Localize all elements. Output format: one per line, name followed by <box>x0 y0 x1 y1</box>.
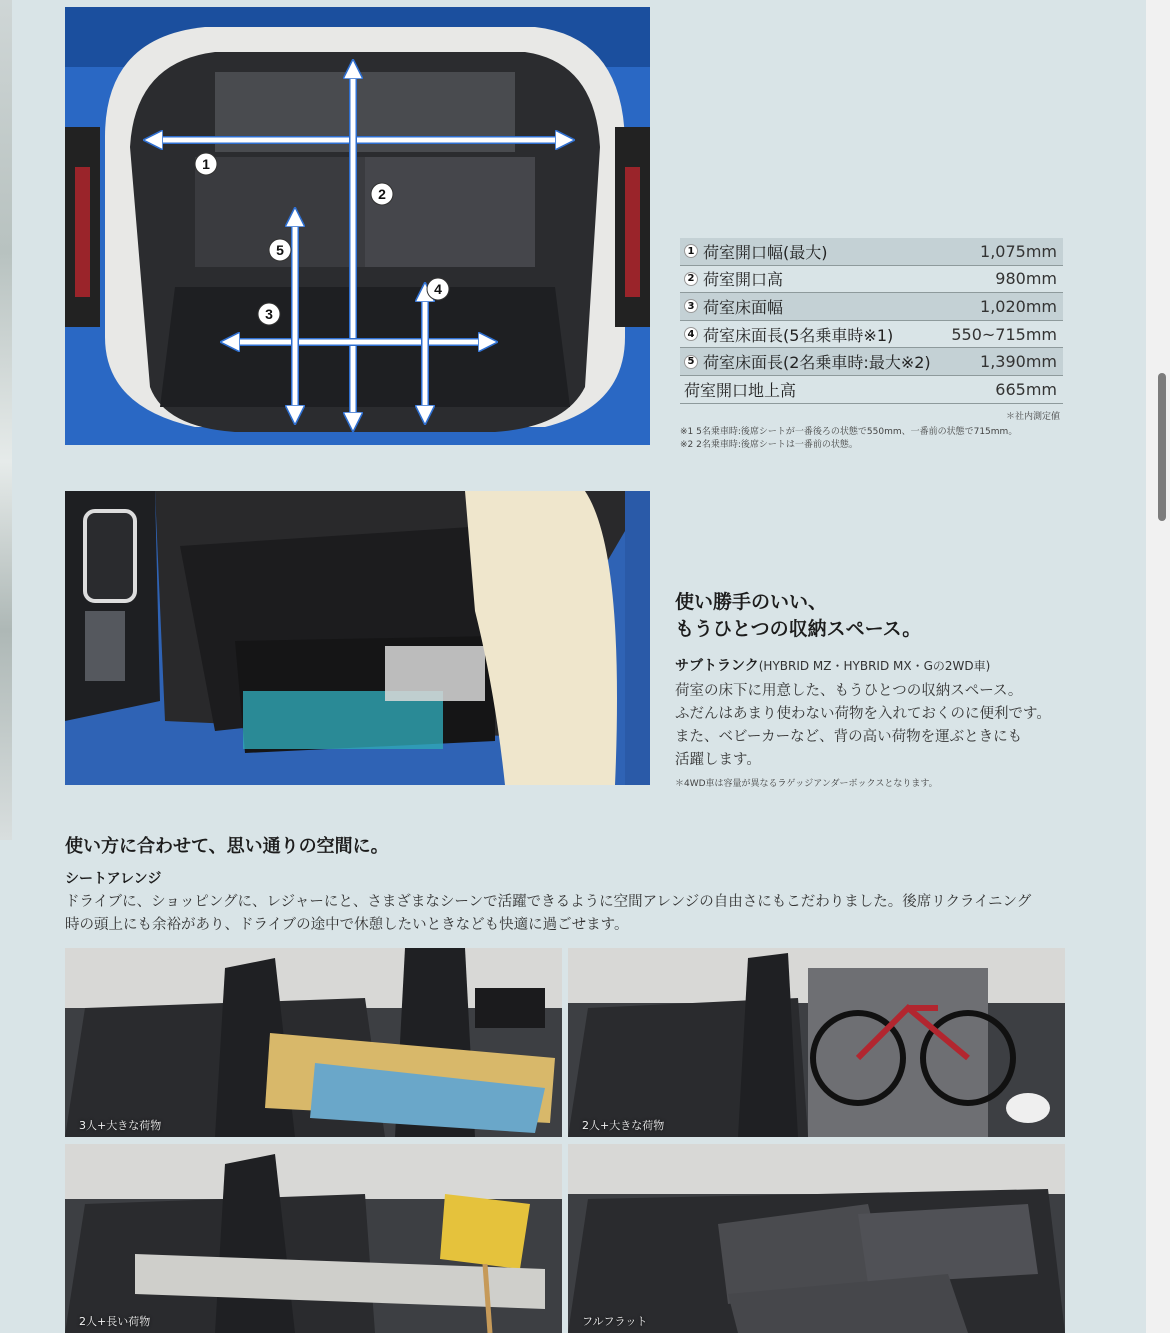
body-line: ドライブに、ショッピングに、レジャーにと、さまざまなシーンで活躍できるように空間アレンジの自由さにもこだわりました。後席リクライニング <box>65 894 1032 910</box>
arrange-caption: 2人+大きな荷物 <box>582 1119 665 1132</box>
trunk-illustration <box>65 7 650 445</box>
spec-label: 荷室床面長(5名乗車時※1) <box>703 325 894 345</box>
spec-row <box>680 266 1063 294</box>
sub-trunk-note: ＊4WD車は容量が異なるラゲッジアンダーボックスとなります。 <box>675 779 938 789</box>
seat-arrange-heading: 使い方に合わせて、思い通りの空間に。 <box>65 836 389 857</box>
body-line: 時の頭上にも余裕があり、ドライブの途中で休憩したいときなども快適に過ごせます。 <box>65 917 629 933</box>
spec-row <box>680 348 1063 376</box>
trunk-dimension-photo <box>65 7 650 445</box>
sub-trunk-heading-line2: もうひとつの収納スペース。 <box>675 618 922 640</box>
body-line: また、ベビーカーなど、背の高い荷物を運ぶときにも <box>675 729 1023 745</box>
seat-arrange-title: シートアレンジ <box>65 871 162 887</box>
scrollbar-thumb[interactable] <box>1158 373 1166 521</box>
body-line: 荷室の床下に用意した、もうひとつの収納スペース。 <box>675 683 1023 699</box>
spec-value: 550~715mm <box>951 324 1057 344</box>
spec-row <box>680 293 1063 321</box>
spec-label: 荷室床面幅 <box>703 297 784 317</box>
sub-trunk-photo <box>65 491 650 785</box>
spec-row <box>680 238 1063 266</box>
spec-footnote-1: ※1 5名乗車時:後席シートが一番後ろの状態で550mm、一番前の状態で715mm。 <box>680 427 1018 437</box>
sub-trunk-title-note: (HYBRID MZ・HYBRID MX・Gの2WD車) <box>758 659 991 673</box>
arrange-caption: 2人+長い荷物 <box>79 1315 151 1328</box>
spec-row <box>680 321 1063 349</box>
interior-illustration <box>568 1144 1065 1333</box>
sub-trunk-body <box>675 680 1051 772</box>
arrange-photo-3-people-large-cargo <box>65 948 562 1137</box>
sub-trunk-title-text: サブトランク <box>675 658 759 674</box>
arrange-photo-2-people-long-cargo <box>65 1144 562 1333</box>
spec-label: 荷室開口高 <box>703 270 784 290</box>
spec-label: 荷室開口地上高 <box>684 380 797 400</box>
spec-row <box>680 376 1063 404</box>
dimension-marker-3 <box>258 303 280 325</box>
svg-text:1: 1 <box>202 156 210 172</box>
arrange-caption: 3人+大きな荷物 <box>79 1119 162 1132</box>
spec-number-badge: 4 <box>684 327 698 341</box>
interior-illustration <box>568 948 1065 1137</box>
body-line: 活躍します。 <box>675 752 761 768</box>
spec-label: 荷室床面長(2名乗車時:最大※2) <box>703 353 931 373</box>
spec-value: 980mm <box>995 269 1057 289</box>
spec-number-badge: 2 <box>684 272 698 286</box>
seat-arrange-body <box>65 891 1065 937</box>
arrange-photo-full-flat <box>568 1144 1065 1333</box>
svg-text:2: 2 <box>378 186 386 202</box>
spec-value: 1,075mm <box>980 241 1057 261</box>
svg-text:5: 5 <box>276 242 284 258</box>
dimension-marker-4 <box>427 278 449 300</box>
spec-measured-note: ＊社内測定値 <box>1005 412 1060 422</box>
spec-footnote-2: ※2 2名乗車時:後席シートは一番前の状態。 <box>680 440 858 450</box>
spec-value: 665mm <box>995 379 1057 399</box>
interior-illustration <box>65 948 562 1137</box>
spec-number-badge: 3 <box>684 299 698 313</box>
spec-number-badge: 1 <box>684 244 698 258</box>
svg-text:3: 3 <box>265 306 273 322</box>
spec-label: 荷室開口幅(最大) <box>703 242 828 262</box>
arrange-caption: フルフラット <box>582 1315 648 1328</box>
spec-value: 1,020mm <box>980 296 1057 316</box>
spec-value: 1,390mm <box>980 352 1057 372</box>
sub-trunk-illustration <box>65 491 650 785</box>
previous-page-edge <box>0 0 12 840</box>
body-line: ふだんはあまり使わない荷物を入れておくのに便利です。 <box>675 706 1051 722</box>
dimension-marker-5 <box>269 239 291 261</box>
spec-number-badge: 5 <box>684 355 698 369</box>
dimension-marker-2 <box>371 183 393 205</box>
arrange-photo-2-people-large-cargo <box>568 948 1065 1137</box>
interior-illustration <box>65 1144 562 1333</box>
svg-text:4: 4 <box>434 281 442 297</box>
cargo-spec-table <box>680 238 1063 404</box>
vertical-scrollbar[interactable] <box>1146 0 1170 1333</box>
sub-trunk-title <box>675 655 990 675</box>
sub-trunk-heading-line1: 使い勝手のいい、 <box>675 591 828 613</box>
dimension-marker-1 <box>195 153 217 175</box>
